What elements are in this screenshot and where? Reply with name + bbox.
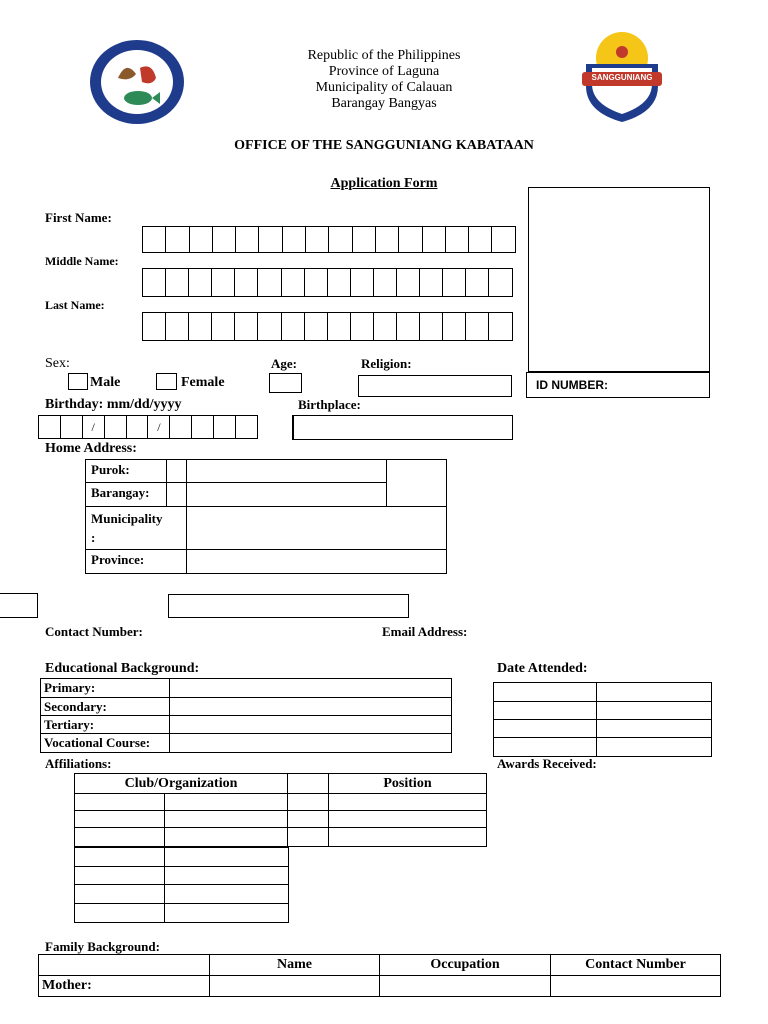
religion-field[interactable] [358, 375, 512, 397]
sk-logo [578, 28, 666, 124]
last-name-boxes[interactable] [142, 312, 513, 341]
birthplace-label: Birthplace: [298, 397, 361, 412]
affiliation-cell[interactable] [165, 794, 288, 811]
first-name-label: First Name: [45, 210, 112, 225]
table-row [75, 774, 487, 794]
mother-occupation-field[interactable] [380, 976, 551, 997]
table-row [41, 734, 452, 753]
table-row [75, 811, 487, 828]
middle-name-boxes[interactable] [142, 268, 513, 297]
affiliation-cell[interactable] [75, 794, 165, 811]
last-name-label: Last Name: [45, 298, 105, 312]
award-cell[interactable] [75, 848, 165, 867]
affiliations-table [74, 773, 487, 847]
header-barangay: Barangay Bangyas [331, 96, 437, 111]
table-row [494, 702, 712, 720]
id-number-field[interactable] [526, 372, 710, 398]
date-attended-table [493, 682, 712, 757]
education-secondary-field[interactable] [170, 698, 452, 716]
age-label: Age: [271, 356, 297, 371]
male-label: Male [90, 375, 121, 390]
education-primary-field[interactable] [170, 679, 452, 698]
email-field[interactable] [168, 594, 409, 618]
middle-name-label: Middle Name: [45, 254, 119, 268]
birthday-slash-2: / [157, 419, 161, 434]
id-number-label: ID NUMBER: [536, 378, 608, 392]
mother-label: Mother: [39, 976, 210, 997]
award-cell[interactable] [165, 885, 289, 904]
table-row [494, 683, 712, 702]
barangay-field[interactable] [187, 483, 385, 505]
municipality-colon: : [91, 530, 96, 545]
date-to-cell[interactable] [597, 702, 712, 720]
date-from-cell[interactable] [494, 702, 597, 720]
municipality-field[interactable] [187, 507, 446, 548]
religion-label: Religion: [361, 356, 412, 371]
birthday-boxes[interactable] [38, 415, 258, 439]
table-row [41, 716, 452, 734]
age-field[interactable] [269, 373, 302, 393]
education-tertiary-field[interactable] [170, 716, 452, 734]
award-cell[interactable] [165, 867, 289, 885]
date-to-cell[interactable] [597, 720, 712, 738]
award-cell[interactable] [165, 848, 289, 867]
affiliation-cell[interactable] [288, 828, 329, 847]
office-title: OFFICE OF THE SANGGUNIANG KABATAAN [234, 138, 534, 153]
birthplace-field[interactable] [292, 415, 513, 440]
position-cell[interactable] [329, 811, 487, 828]
barangay-label: Barangay: [91, 485, 150, 500]
form-title: Application Form [330, 176, 438, 191]
table-row [494, 720, 712, 738]
contact-number-label: Contact Number: [45, 624, 143, 639]
affiliations-spacer-header [288, 774, 329, 794]
table-row [75, 867, 289, 885]
date-to-cell[interactable] [597, 683, 712, 702]
award-cell[interactable] [75, 904, 165, 923]
award-cell[interactable] [75, 885, 165, 904]
contact-number-field[interactable] [0, 593, 38, 618]
club-organization-header: Club/Organization [75, 774, 288, 794]
sk-logo-text: SANGGUNIANG [591, 73, 653, 82]
date-from-cell[interactable] [494, 720, 597, 738]
table-row [75, 794, 487, 811]
awards-table [74, 847, 289, 923]
education-primary-label: Primary: [41, 679, 170, 698]
family-blank-header [39, 955, 210, 976]
purok-label: Purok: [91, 462, 130, 477]
family-table [38, 954, 721, 997]
education-title: Educational Background: [45, 661, 200, 676]
education-vocational-field[interactable] [170, 734, 452, 753]
email-label: Email Address: [382, 624, 468, 639]
female-checkbox[interactable] [156, 373, 177, 390]
affiliation-cell[interactable] [75, 811, 165, 828]
header-province: Province of Laguna [328, 64, 440, 79]
photo-box[interactable] [528, 187, 710, 372]
position-header: Position [329, 774, 487, 794]
birthday-slash-1: / [91, 419, 95, 434]
table-row [39, 955, 721, 976]
table-row [494, 738, 712, 757]
affiliation-cell[interactable] [75, 828, 165, 847]
table-row [75, 848, 289, 867]
purok-field[interactable] [187, 460, 385, 481]
header-republic: Republic of the Philippines [307, 48, 461, 63]
male-checkbox[interactable] [68, 373, 88, 390]
table-row [75, 828, 487, 847]
affiliation-cell[interactable] [165, 828, 288, 847]
award-cell[interactable] [165, 904, 289, 923]
family-title: Family Background: [45, 939, 160, 954]
family-name-header: Name [210, 955, 380, 976]
affiliation-cell[interactable] [288, 811, 329, 828]
date-attended-title: Date Attended: [497, 661, 588, 676]
awards-title: Awards Received: [497, 756, 597, 771]
province-field[interactable] [187, 550, 446, 573]
table-row [75, 885, 289, 904]
position-cell[interactable] [329, 828, 487, 847]
education-vocational-label: Vocational Course: [41, 734, 170, 753]
education-table [40, 678, 452, 753]
female-label: Female [181, 375, 225, 390]
province-label: Province: [91, 552, 145, 567]
birthday-label: Birthday: mm/dd/yyyy [45, 397, 182, 412]
family-contact-header: Contact Number [551, 955, 721, 976]
education-tertiary-label: Tertiary: [41, 716, 170, 734]
mother-contact-field[interactable] [551, 976, 721, 997]
family-occupation-header: Occupation [380, 955, 551, 976]
education-secondary-label: Secondary: [41, 698, 170, 716]
sex-label: Sex: [45, 356, 70, 371]
affiliation-cell[interactable] [288, 794, 329, 811]
home-address-label: Home Address: [45, 441, 137, 456]
barangay-seal [88, 38, 186, 126]
table-row [41, 679, 452, 698]
table-row [75, 904, 289, 923]
mother-name-field[interactable] [210, 976, 380, 997]
affiliations-title: Affiliations: [45, 756, 112, 771]
affiliation-cell[interactable] [165, 811, 288, 828]
date-from-cell[interactable] [494, 738, 597, 757]
municipality-label: Municipality [91, 511, 163, 526]
position-cell[interactable] [329, 794, 487, 811]
header-municipality: Municipality of Calauan [315, 80, 453, 95]
table-row [39, 976, 721, 997]
date-from-cell[interactable] [494, 683, 597, 702]
table-row [41, 698, 452, 716]
award-cell[interactable] [75, 867, 165, 885]
first-name-boxes[interactable] [142, 226, 516, 253]
date-to-cell[interactable] [597, 738, 712, 757]
